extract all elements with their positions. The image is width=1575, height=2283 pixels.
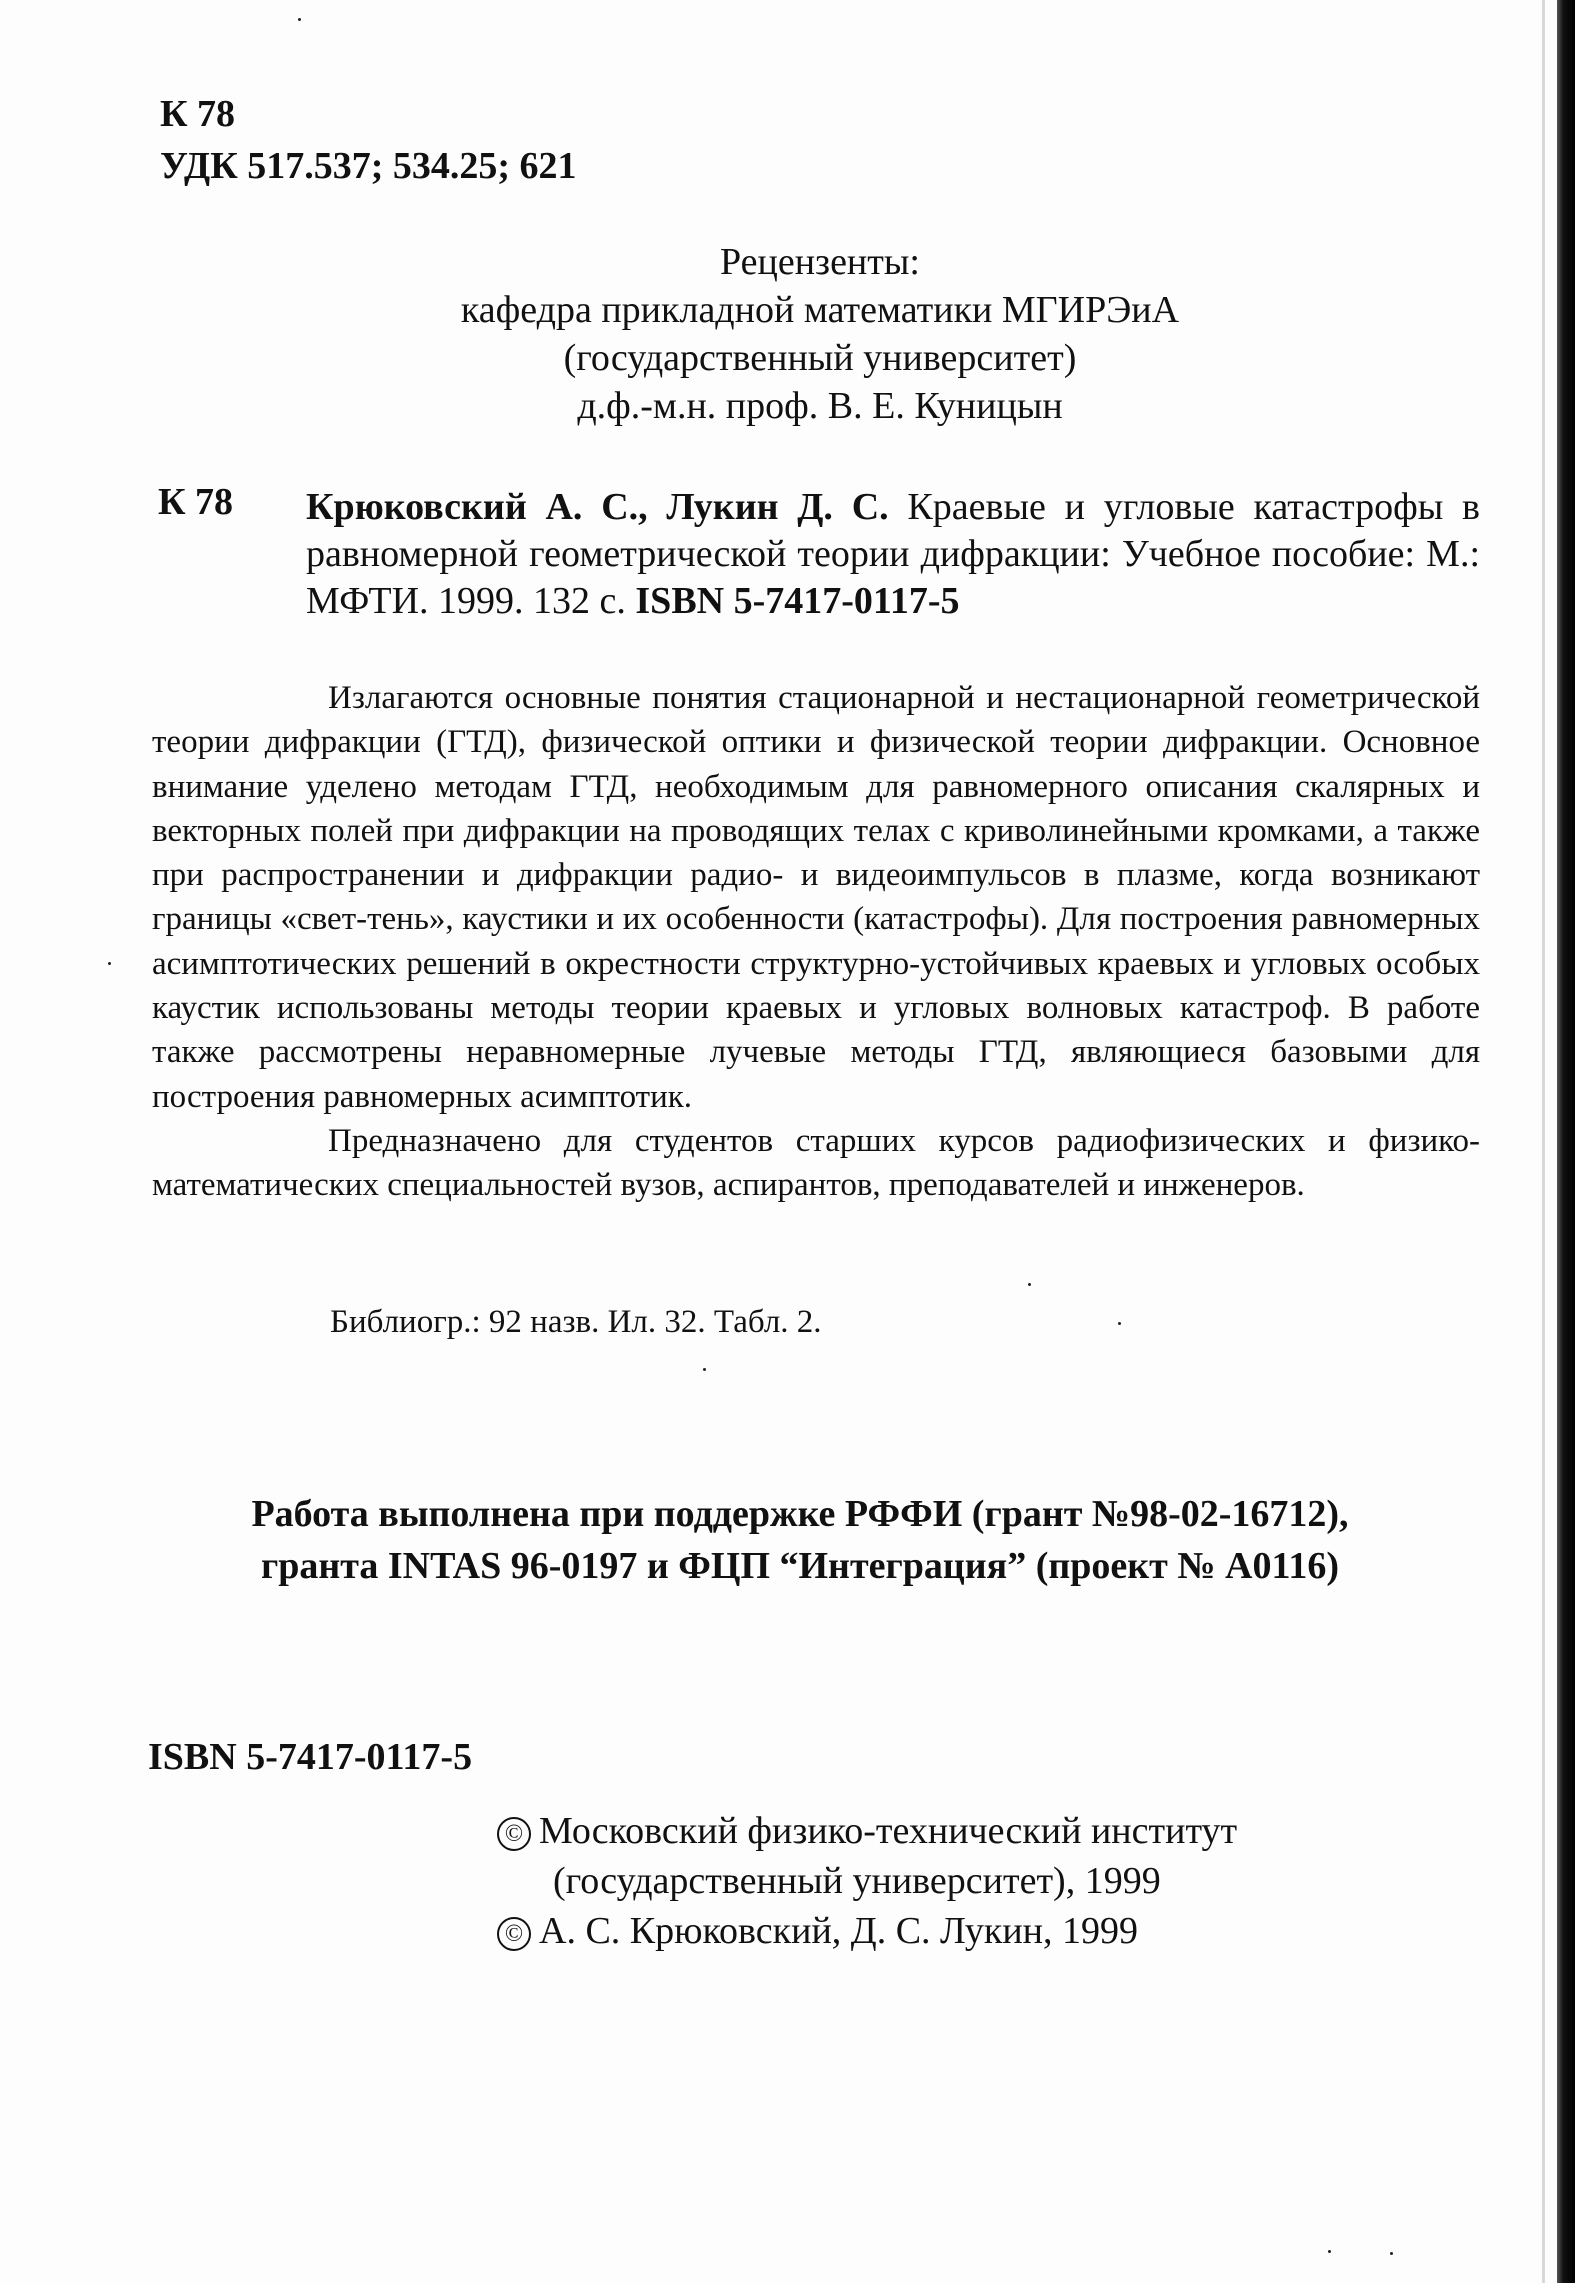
udc-code: УДК 517.537; 534.25; 621 <box>160 145 577 187</box>
classification-block <box>160 88 577 192</box>
copyright-icon: © <box>497 1817 531 1851</box>
citation-title: Краевые и угловые катастрофы в равномерной геометрической теории дифракции: Учебное пособие: М.: МФТИ. 1999. 132 с. <box>306 486 1480 622</box>
funding-line: Работа выполнена при поддержке РФФИ (грант №98-02-16712), <box>251 1493 1349 1535</box>
scan-speck <box>1028 1283 1031 1286</box>
funding-line: гранта INTAS 96-0197 и ФЦП “Интеграция” (проект № А0116) <box>260 1545 1340 1587</box>
abstract-paragraph: Излагаются основные понятия стационарной и нестационарной геометрической теории дифракции (ГТД), физической оптики и физической теории дифракции. Основное внимание уделено методам ГТД, необходимым для равномерного описания скалярных и векторных полей при дифракции на проводящих телах с криволинейными кромками, а также при распространении и дифракции радио- и видеоимпульсов в плазме, когда возникают границы «свет-тень», каустики и их особенности (катастрофы). Для построения равномерных асимптотических решений в окрестности структурно-устойчивых краевых и угловых особых каустик использованы методы теории краевых и угловых волновых катастроф. В работе также рассмотрены неравномерные лучевые методы ГТД, являющиеся базовыми для построения равномерных асимптотик. <box>152 680 1480 1115</box>
scan-speck <box>1118 1322 1121 1325</box>
scan-dark-edge <box>1557 0 1575 2283</box>
abstract <box>152 676 1480 1208</box>
citation-isbn: ISBN 5-7417-0117-5 <box>635 580 960 622</box>
bibliographic-citation <box>306 484 1480 625</box>
scan-shadow <box>1542 0 1545 2283</box>
scan-speck <box>703 1368 706 1371</box>
audience-paragraph: Предназначено для студентов старших курсов радиофизических и физико-математических специальностей вузов, аспирантов, преподавателей и инженеров. <box>152 1122 1480 1204</box>
reviewer-line: (государственный университет) <box>563 337 1077 379</box>
isbn: ISBN 5-7417-0117-5 <box>148 1736 473 1778</box>
citation-authors: Крюковский А. С., Лукин Д. С. <box>306 486 889 528</box>
reviewers-block <box>270 238 1370 430</box>
bibliography-note: Библиогр.: 92 назв. Ил. 32. Табл. 2. <box>330 1304 822 1340</box>
reviewer-line: д.ф.-м.н. проф. В. Е. Куницын <box>577 385 1063 427</box>
copyright-institute-name: Московский физико-технический институт <box>539 1810 1238 1852</box>
citation-code: К 78 <box>158 481 234 523</box>
copyright-authors <box>497 1906 1237 1956</box>
copyright-institute-status: (государственный университет), 1999 <box>553 1860 1161 1902</box>
reviewer-line: кафедра прикладной математики МГИРЭиА <box>460 289 1180 331</box>
reviewers-title: Рецензенты: <box>720 241 920 283</box>
scan-speck <box>1390 2252 1393 2255</box>
copyright-authors-names: А. С. Крюковский, Д. С. Лукин, 1999 <box>539 1910 1139 1952</box>
copyright-icon: © <box>497 1917 531 1951</box>
scan-speck <box>298 18 301 21</box>
catalog-index: К 78 <box>160 93 236 135</box>
scan-speck <box>1328 2250 1331 2253</box>
copyright-institute <box>497 1806 1237 1856</box>
scan-speck <box>108 962 111 965</box>
copyright-block <box>497 1806 1237 1956</box>
funding-note <box>100 1488 1500 1592</box>
